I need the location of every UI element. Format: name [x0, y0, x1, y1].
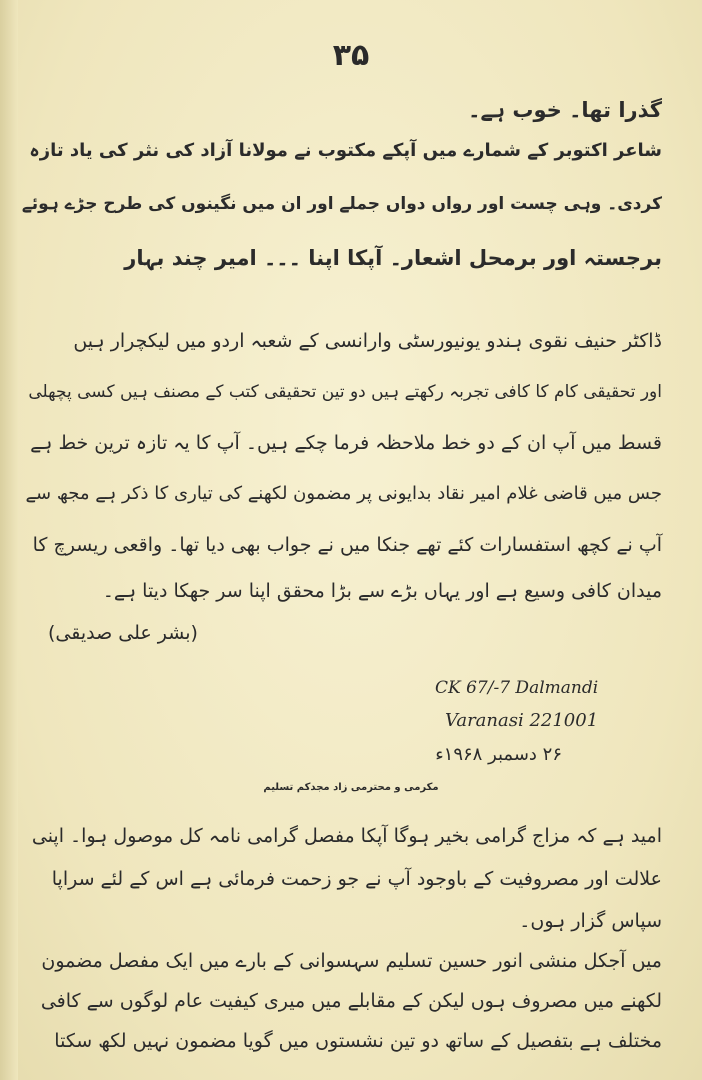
note-line-6: میدان کافی وسیع ہے اور یہاں بڑے سے بڑا محقق اپنا سر جھکا دیتا ہے۔: [102, 580, 662, 602]
address-street: CK 67/-7 Dalmandi: [435, 678, 599, 698]
letter1-line-1: گذرا تھا۔ خوب ہے۔: [468, 98, 662, 122]
letter2-line-4: میں آجکل منشی انور حسین تسلیم سہسوانی کے بارے میں ایک مفصل مضمون: [41, 950, 662, 972]
letter2-line-1: امید ہے کہ مزاج گرامی بخیر ہوگا آپکا مفصل گرامی نامہ کل موصول ہوا۔ اپنی: [31, 825, 662, 847]
letter1-line-4: برجستہ اور برمحل اشعار۔ آپکا اپنا ۔۔۔ امیر چند بہار: [124, 246, 662, 270]
page-spine-shadow: [0, 0, 18, 1080]
letter-date: ۲۶ دسمبر ۱۹۶۸ء: [435, 744, 562, 765]
note-line-5: آپ نے کچھ استفسارات کئے تھے جنکا میں نے جواب بھی دیا تھا۔ واقعی ریسرچ کا: [32, 534, 662, 556]
letter2-line-5: لکھنے میں مصروف ہوں لیکن کے مقابلے میں میری کیفیت عام لوگوں سے کافی: [40, 990, 662, 1012]
page-number: ۳۵: [332, 38, 370, 73]
note-line-2: اور تحقیقی کام کا کافی تجربہ رکھتے ہیں دو تین تحقیقی کتب کے مصنف ہیں کسی پچھلی: [28, 382, 662, 402]
note-line-4: جس میں قاضی غلام امیر نقاد بدایونی پر مضمون لکھنے کی تیاری کا ذکر ہے مجھ سے: [25, 483, 662, 504]
note-line-1: ڈاکٹر حنیف نقوی ہندو یونیورسٹی وارانسی کے شعبہ اردو میں لیکچرار ہیں: [73, 330, 662, 352]
note-line-3: قسط میں آپ ان کے دو خط ملاحظہ فرما چکے ہیں۔ آپ کا یہ تازہ ترین خط ہے: [30, 432, 662, 454]
letter1-line-3: کردی۔ وہی چست اور رواں دواں جملے اور ان میں نگینوں کی طرح جڑے ہوئے: [21, 194, 662, 214]
letter2-salutation: مکرمی و محترمی زاد مجدکم تسلیم: [263, 782, 439, 793]
note-signature: (بشر علی صدیقی): [48, 622, 198, 644]
letter2-line-6: مختلف ہے بتفصیل کے ساتھ دو تین نشستوں میں گویا مضمون نہیں لکھ سکتا: [54, 1030, 662, 1052]
letter2-line-3: سپاس گزار ہوں۔: [519, 910, 662, 932]
letter1-line-2: شاعر اکتوبر کے شمارے میں آپکے مکتوب نے مولانا آزاد کی نثر کی یاد تازہ: [29, 140, 662, 161]
address-city: Varanasi 221001: [445, 710, 599, 731]
letter2-line-2: علالت اور مصروفیت کے باوجود آپ نے جو زحمت فرمائی ہے اس کے لئے سراپا: [51, 868, 662, 890]
